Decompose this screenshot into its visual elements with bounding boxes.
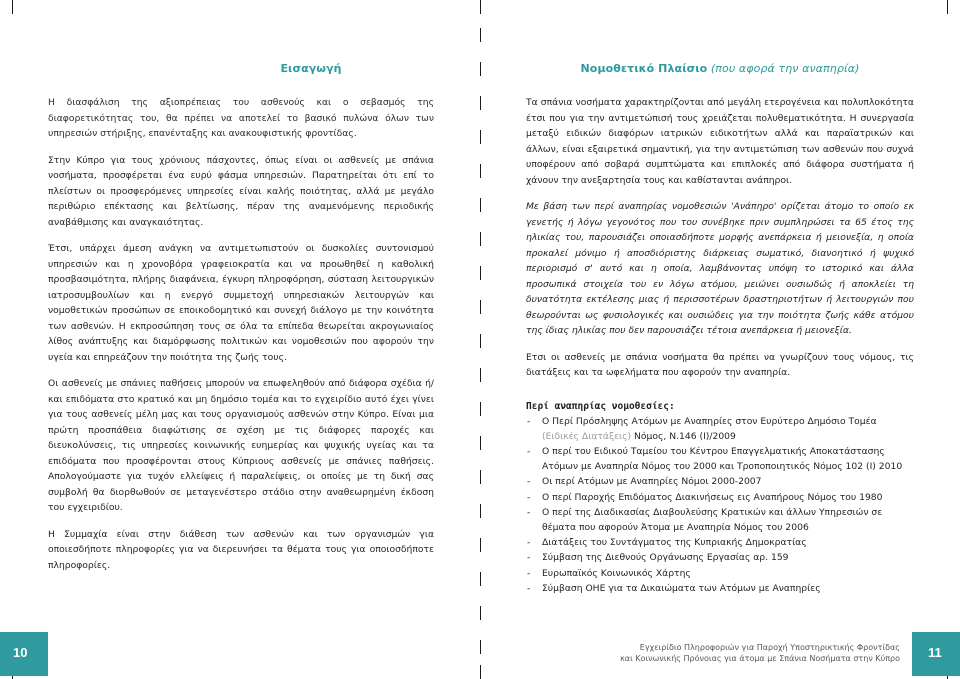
law-item-text: Ο περί της Διαδικασίας Διαβουλεύσης Κρατικών και άλλων Υπηρεσιών σε θέματα που αφορούν Άτομα με Αναπηρία Νόμος του 2006 [542,506,883,533]
law-item [526,490,914,505]
page-number-right: 11 [928,645,942,660]
footer-caption-line-2: και Κοινωνικής Πρόνοιας για άτομα με Σπάνια Νοσήματα στην Κύπρο [620,654,900,663]
legal-framework-heading [526,62,914,75]
intro-paragraph-3: Έτσι, υπάρχει άμεση ανάγκη να αντιμετωπιστούν οι δυσκολίες συντονισμού υπηρεσιών και η χρονοβόρα γραφειοκρατία και να προωθηθεί η καθολική προσβασιμότητα, πλήρης διαφάνεια, έγκυρη πληροφόρηση, σύσταση λειτουργικών ιατροσυμβουλίων και η ενεργό συμμετοχή υπηρεσιακών λειτουργών και νομοθετικών προσώπων σε εποικοδομητικό και συνεχή διάλογο με την κοινότητα των ασθενών. Η εκπροσώπηση τους σε όλα τα επίπεδα θεωρείται ακρογωνιαίος λίθος ανάπτυξης και διαμόρφωσης πολιτικών και νομοθεσιών που αφορούν την υγεία και επηρεάζουν την ποιότητα της ζωής τους. [48,243,434,363]
legal-paragraph-1: Τα σπάνια νοσήματα χαρακτηρίζονται από μεγάλη ετερογένεια και πολυπλοκότητα έτσι που για την αντιμετώπισή τους χρειάζεται πολυθεματικότητα. Η συνεργασία μεταξύ ειδικών διαφόρων ιατρικών ειδικοτήτων αλλά και παραϊατρικών και άλλων, είναι εξαιρετικά σημαντική, για την αντιμετώπιση των ασθενών που συχνά υποφέρουν από σοβαρά συμπτώματα και επιπλοκές από διάφορα συστήματα ή χάνουν την ανεξαρτησία τους και καθίστανται ανάπηροι. [526,97,914,186]
legal-framework-heading-sub: (που αφορά την αναπηρία) [707,62,860,75]
legal-paragraph-3: Ετσι οι ασθενείς με σπάνια νοσήματα θα πρέπει να γνωρίζουν τους νόμους, τις διατάξεις και τα ωφελήματα που αφορούν την αναπηρία. [526,351,914,378]
right-column [526,62,914,596]
page-number-left: 10 [13,645,28,660]
footer-caption [575,642,900,664]
law-item-muted: (Ειδικές Διατάξεις) [542,430,632,442]
intro-paragraph-4: Οι ασθενείς με σπάνιες παθήσεις μπορούν να επωφεληθούν από διάφορα σχέδια ή/ και επιδόματα στο κρατικό και μη δημόσιο τομέα και το εγχειρίδιο αυτό έχει γίνει για τους ασθενείς μέλη μας και τους οργανισμούς ασθενών στην Κύπρο. Είναι μια πρώτη προσπάθεια διαφώτισης σε σχέση με τις διάφορες παροχές και διευκολύνσεις, τις υπηρεσίες κοινωνικής ευημερίας και ψυχικής υγείας και τα επιδόματα που προσφέρονται στους Κύπριους ασθενείς με σπάνιες παθήσεις. Απολογούμαστε για τυχόν ελλείψεις ή παραλείψεις, οι οποίες με τη δική σας συμβολή θα διορθωθούν σε μεταγενέστερο στάδιο στην αναθεωρημένη έκδοση του εγχειριδίου. [48,378,434,513]
law-item [526,581,914,596]
intro-heading: Εισαγωγή [280,62,342,75]
left-column [48,62,434,584]
law-item [526,535,914,550]
law-item-tail: Νόμος, Ν.146 (I)/2009 [631,430,736,442]
intro-paragraph-1: Η διασφάλιση της αξιοπρέπειας του ασθενούς και ο σεβασμός της διαφορετικότητας του, θα πρέπει να αποτελεί το βασικό πυλώνα όλων των υπηρεσιών στήριξης, επανένταξης και ανακουφιστικής φροντίδας. [48,97,434,139]
laws-list-title: Περί αναπηρίας νομοθεσίες: [526,400,675,412]
law-item-text: Ο περί του Ειδικού Ταμείου του Κέντρου Επαγγελματικής Αποκατάστασης Ατόμων με Αναπηρία Νόμος του 2000 και Τροποποιητικός Νόμος 102 (I) 2010 [542,445,903,473]
law-item [526,505,914,535]
right-page [480,0,960,679]
legal-framework-heading-main: Νομοθετικό Πλαίσιο [580,62,708,75]
law-item-text: Σύμβαση ΟΗΕ για τα Δικαιώματα των Ατόμων με Αναπηρίες [542,582,821,594]
intro-paragraph-2: Στην Κύπρο για τους χρόνιους πάσχοντες, όπως είναι οι ασθενείς με σπάνια νοσήματα, προσφέρεται ένα ευρύ φάσμα υπηρεσιών. Παρατηρείται ότι επί το πλείστων οι προσφερόμενες υπηρεσίες είναι καλής ποιότητας, αλλά με μεγάλο περιθώριο επέκτασης και βελτίωσης, πέραν της αναμενόμενης περιοδικής αναβάθμισης και αναγκαιότητας. [48,154,434,228]
law-item-text: Ο Περί Πρόσληψης Ατόμων με Αναπηρίες στον Ευρύτερο Δημόσιο Τομέα [542,415,877,427]
intro-paragraph-5: Η Συμμαχία είναι στην διάθεση των ασθενών και των οργανισμών για οποιεσδήποτε πληροφορίες για να διερευνήσει τα θέματα τους για οποιοσδήποτε πληροφορίες. [48,528,434,571]
law-item-text: Ευρωπαϊκός Κοινωνικός Χάρτης [542,567,691,579]
law-item-text: Σύμβαση της Διεθνούς Οργάνωσης Εργασίας αρ. 159 [542,552,789,564]
law-item-text: Οι περί Ατόμων με Αναπηρίες Νόμοι 2000-2007 [542,476,762,488]
law-item-text: Διατάξεις του Συντάγματος της Κυπριακής Δημοκρατίας [542,537,807,549]
footer-caption-line-1: Εγχειρίδιο Πληροφοριών για Παροχή Υποστηρικτικής Φροντίδας [639,643,900,652]
law-item [526,566,914,581]
laws-list [526,414,914,596]
legal-paragraph-definition: Με βάση των περί αναπηρίας νομοθεσιών 'Ανάπηρο' ορίζεται άτομο το οποίο εκ γενετής ή λόγω γεγονότος που του συνέβηκε πριν συμπληρώσει τα 65 έτος της ηλικίας του, παρουσιάζει οποιασδήποτε μορφής ανεπάρκεια ή μειονεξία, η οποία προκαλεί μόνιμο ή αποσδιόριστης διάρκειας σωματικό, διανοητικό ή ψυχικό περιορισμό σ' αυτό και η οποία, λαμβάνοντας υπόψη το ιστορικό και άλλα προσωπικά στοιχεία του εν λόγω ατόμου, μειώνει ουσιωδώς ή αποκλείει τη δυνατότητα εκτέλεσης μιας ή περισσοτέρων δραστηριοτήτων ή λειτουργιών που θεωρούνται ως φυσιολογικές και ουσιώδεις για την ποιότητα ζωής κάθε ατόμου της ίδιας ηλικίας που δεν παρουσιάζει τέτοια ανεπάρκεια ή μειονεξία. [526,201,914,336]
law-item [526,444,914,474]
law-item [526,414,914,444]
law-item [526,474,914,489]
law-item [526,550,914,565]
law-item-text: Ο περί Παροχής Επιδόματος Διακινήσεως εις Αναπήρους Νόμος του 1980 [542,491,883,503]
